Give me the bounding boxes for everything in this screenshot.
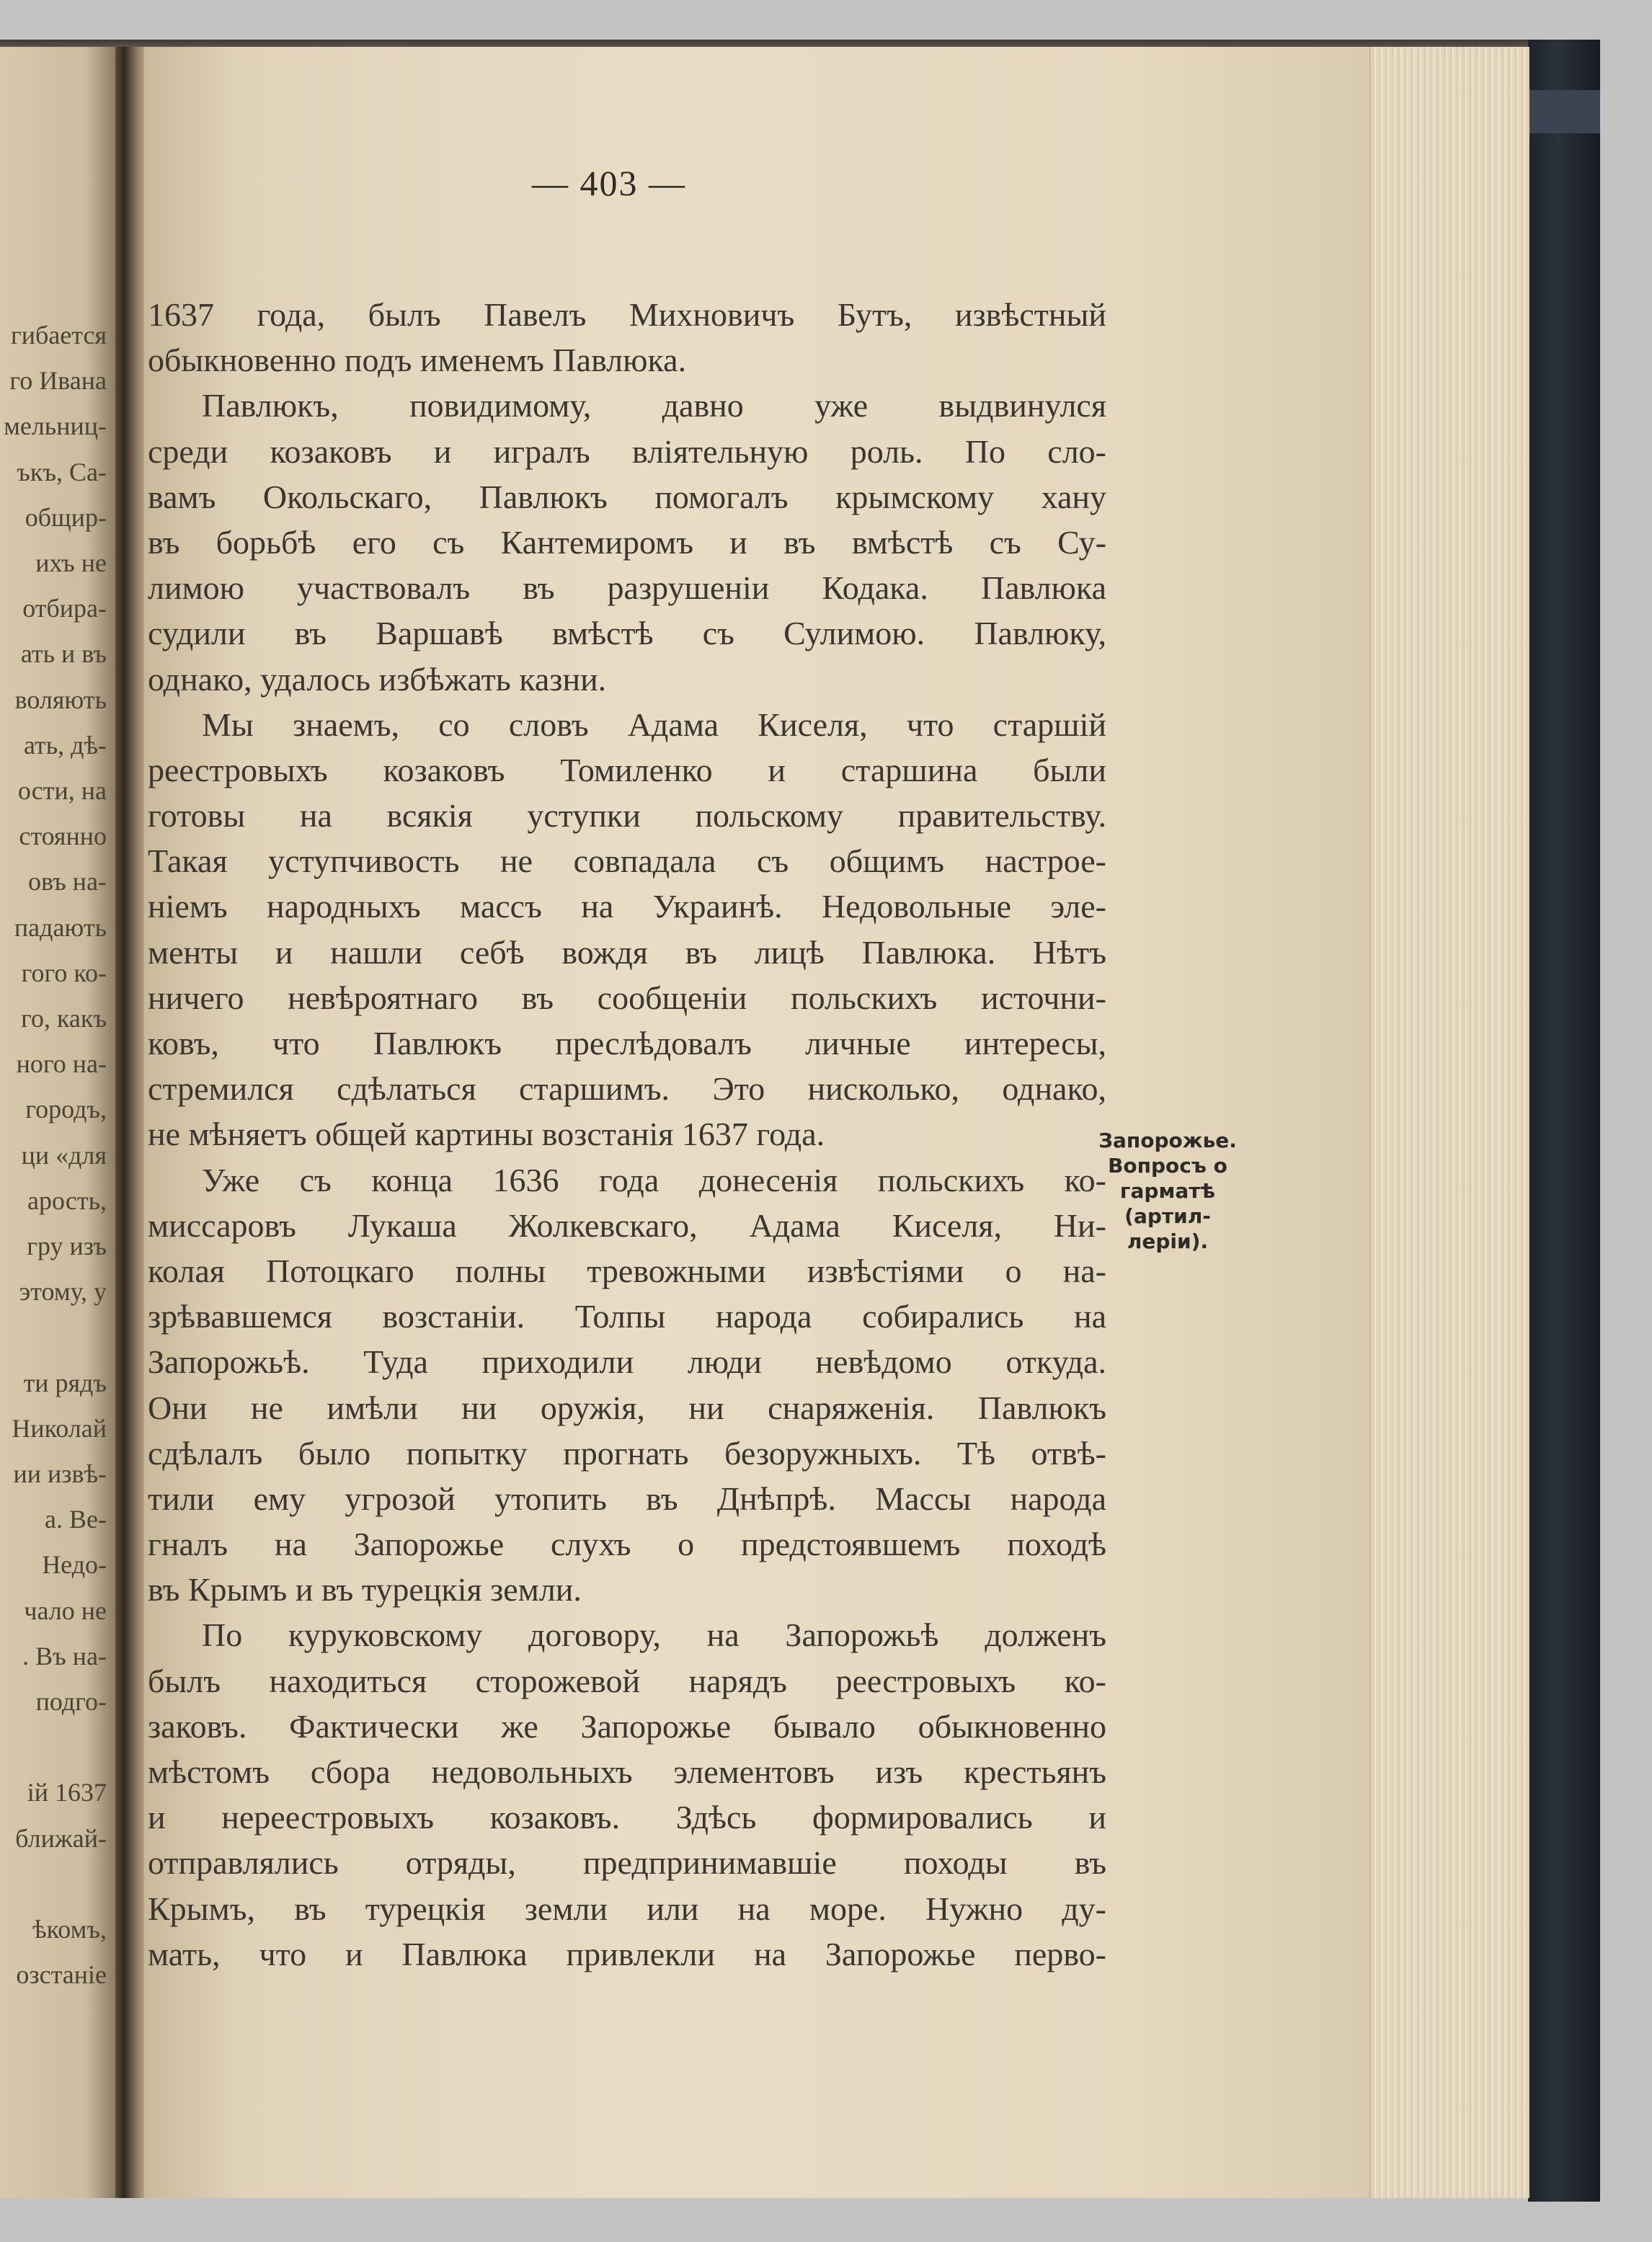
left-page-text-fragment: стоянно [19, 822, 107, 851]
left-page-text-fragment: ости, на [17, 776, 107, 805]
left-page-text-fragment: ъкъ, Са- [17, 457, 107, 486]
text-line: Уже съ конца 1636 года донесенія польскихъ ко- [202, 1161, 1106, 1198]
text-line: въ борьбѣ его съ Кантемиромъ и въ вмѣстѣ съ Су- [148, 523, 1106, 561]
text-line: мѣстомъ сбора недовольныхъ элементовъ изъ крестьянъ [148, 1753, 1106, 1790]
left-page-text-fragment: Недо- [42, 1550, 107, 1580]
marginal-note-line: Запорожье. [1098, 1129, 1237, 1152]
marginal-note-line: Вопросъ о [1108, 1154, 1227, 1178]
text-line: Павлюкъ, повидимому, давно уже выдвинулся [202, 387, 1106, 424]
left-page-text-fragment: го Ивана [9, 366, 107, 396]
left-page-text-fragment: гого ко- [21, 958, 107, 987]
text-line: въ Крымъ и въ турецкія земли. [148, 1571, 582, 1609]
text-line: менты и нашли себѣ вождя въ лицѣ Павлюка. Нѣтъ [148, 933, 1106, 971]
text-line: зрѣвавшемся возстаніи. Толпы народа собирались на [148, 1298, 1106, 1335]
text-line: вамъ Окольскаго, Павлюкъ помогалъ крымскому хану [148, 478, 1106, 515]
text-line: гналъ на Запорожье слухъ о предстоявшемъ походѣ [148, 1526, 1106, 1563]
left-page-text-fragment: . Въ на- [22, 1641, 107, 1671]
left-page-text-fragment: отбира- [22, 594, 107, 623]
text-line: и нереестровыхъ козаковъ. Здѣсь формировались и [148, 1799, 1106, 1836]
left-page-text-fragment: общир- [25, 502, 107, 532]
left-page-fragment [0, 47, 123, 2198]
left-page-text-fragment: подго- [35, 1687, 107, 1716]
left-page-text-fragment: гру изъ [27, 1232, 107, 1260]
text-line: Крымъ, въ турецкія земли или на море. Нужно ду- [148, 1890, 1106, 1927]
text-line: ніемъ народныхъ массъ на Украинѣ. Недовольные эле- [148, 888, 1106, 925]
text-line: судили въ Варшавѣ вмѣстѣ съ Сулимою. Павлюку, [148, 615, 1106, 652]
left-page-text-fragment: ій 1637 [27, 1778, 107, 1807]
text-line: Такая уступчивость не совпадала съ общимъ настрое- [148, 842, 1106, 880]
text-line: Запорожьѣ. Туда приходили люди невѣдомо откуда. [148, 1343, 1106, 1381]
left-page-text-fragment: ать, дѣ- [23, 730, 107, 760]
right-background-block [1528, 40, 1600, 2202]
text-line: заковъ. Фактически же Запорожье бывало обыкновенно [148, 1707, 1106, 1745]
text-line: не мѣняетъ общей картины возстанія 1637 года. [148, 1116, 825, 1153]
text-line: мать, что и Павлюка привлекли на Запорожье перво- [148, 1935, 1106, 1972]
left-page-text-fragment: ного на- [16, 1049, 107, 1079]
left-page-text-fragment: озстаніе [16, 1960, 107, 1990]
text-line: лимою участвовалъ въ разрушеніи Кодака. Павлюка [148, 569, 1106, 607]
text-line: ковъ, что Павлюкъ преслѣдовалъ личные интересы, [148, 1025, 1106, 1062]
page-edges [1369, 47, 1529, 2198]
marginal-note [1096, 1128, 1240, 1254]
left-page-text-fragment: этому, у [19, 1277, 107, 1307]
text-line: тили ему угрозой утопить въ Днѣпрѣ. Массы народа [148, 1480, 1106, 1517]
left-page-text-fragment: падають [14, 912, 107, 942]
left-page-text-fragment: а. Ве- [45, 1505, 107, 1534]
left-page-text-fragment: гибается [10, 321, 107, 350]
left-page-text-fragment: мельниц- [4, 412, 107, 441]
text-line: колая Потоцкаго полны тревожными извѣстіями о на- [148, 1252, 1106, 1289]
page-number: — 403 — [532, 163, 686, 203]
left-page-text-fragment: городъ, [25, 1095, 107, 1124]
text-line: миссаровъ Лукаша Жолкевскаго, Адама Киселя, Ни- [148, 1206, 1106, 1244]
left-page-text-fragment: овъ на- [28, 867, 107, 897]
text-line: готовы на всякія уступки польскому правительству. [148, 797, 1106, 835]
text-line: 1637 года, былъ Павелъ Михновичъ Бутъ, извѣстный [148, 296, 1106, 333]
text-line: сдѣлалъ было попытку прогнать безоружныхъ. Тѣ отвѣ- [148, 1434, 1106, 1472]
text-line: былъ находиться сторожевой нарядъ реестровыхъ ко- [148, 1662, 1106, 1699]
left-page-text-fragment: воляють [14, 685, 107, 714]
left-page-text-fragment: ближай- [15, 1823, 107, 1853]
left-page-text-fragment: ти рядъ [23, 1368, 107, 1397]
left-page-text-fragment: Николай [12, 1413, 107, 1443]
text-line: среди козаковъ и игралъ вліятельную роль. По сло- [148, 432, 1106, 470]
left-page-text-fragment: арость, [27, 1185, 107, 1215]
marginal-note-line: леріи). [1127, 1229, 1209, 1253]
text-line: Они не имѣли ни оружія, ни снаряженія. Павлюкъ [148, 1389, 1106, 1426]
text-line: ничего невѣроятнаго въ сообщеніи польскихъ источни- [148, 979, 1106, 1016]
left-page-text-fragment: чало не [24, 1596, 107, 1625]
left-page-text-fragment: ѣкомъ, [32, 1915, 107, 1944]
marginal-note-line: гарматѣ [1119, 1179, 1216, 1203]
text-line: По куруковскому договору, на Запорожьѣ долженъ [202, 1616, 1106, 1654]
left-page-text-fragment: ии извѣ- [13, 1459, 107, 1488]
left-page-text-fragment: ихъ не [35, 548, 107, 577]
text-line: однако, удалось избѣжать казни. [148, 660, 607, 698]
left-page-text-fragment: ать и въ [20, 639, 107, 669]
text-line: обыкновенно подъ именемъ Павлюка. [148, 342, 687, 379]
text-line: отправлялись отряды, предпринимавшіе походы въ [148, 1844, 1106, 1882]
text-line: Мы знаемъ, со словъ Адама Киселя, что старшій [202, 706, 1106, 743]
left-page-text-fragment: го, какъ [21, 1004, 107, 1033]
body-text [148, 292, 1106, 1977]
text-line: реестровыхъ козаковъ Томиленко и старшина были [148, 751, 1106, 788]
marginal-note-line: (артил- [1124, 1204, 1211, 1228]
left-page-text-fragment: ци «для [21, 1140, 107, 1170]
text-line: стремился сдѣлаться старшимъ. Это нисколько, однако, [148, 1070, 1106, 1108]
right-background-highlight [1528, 90, 1600, 133]
